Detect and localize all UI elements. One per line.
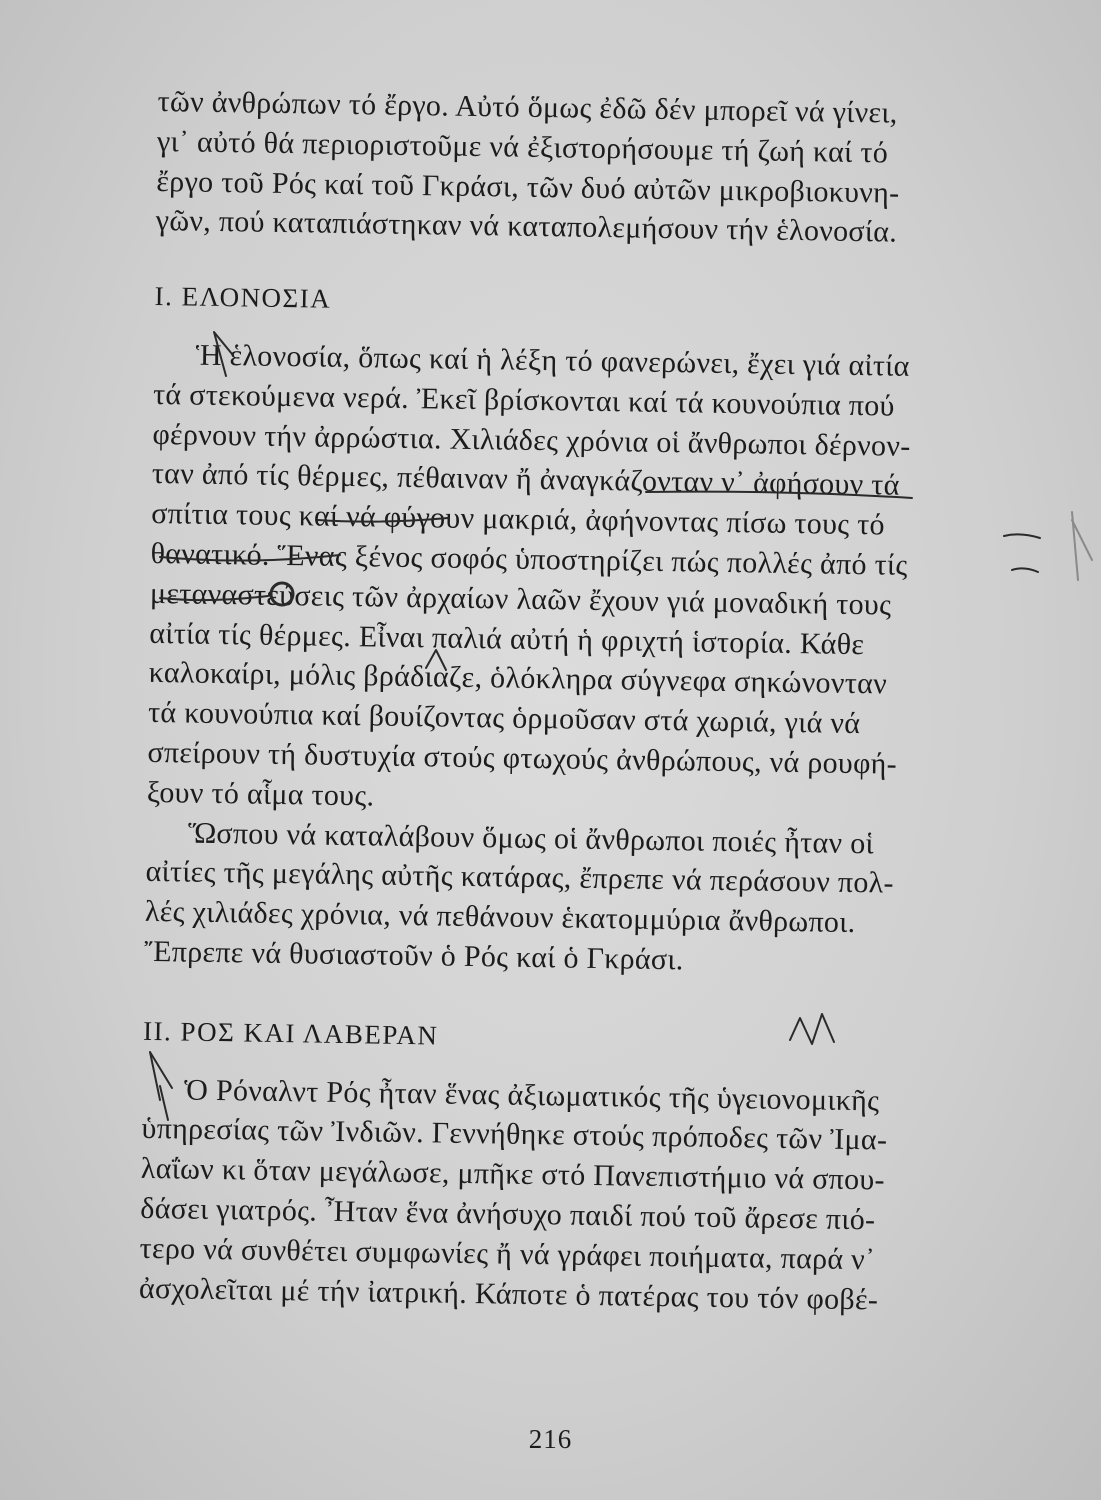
text-line: ξουν τό αἷμα τους. (146, 775, 375, 813)
margin-faint-mark (1072, 512, 1092, 580)
underline-ta-to (1004, 534, 1040, 572)
underline-spitia-tous (160, 555, 340, 561)
underline-oi-anthropoi (646, 492, 912, 498)
margin-scribble-mark (150, 1052, 172, 1120)
text-line: ἀσχολεῖται μέ τήν ἰατρική. Κάποτε ὁ πατέρας του τόν φοβέ- (138, 1271, 879, 1316)
text-line: γῶν, πού καταπιάστηκαν νά καταπολεμήσουν τήν ἑλονοσία. (155, 204, 898, 250)
text-line: τῶν ἀνθρώπων τό ἔργο. Αὐτό ὅμως ἐδῶ δέν μπορεῖ νά γίνει, (157, 84, 898, 130)
margin-m-mark (790, 1014, 834, 1044)
text-line: θανατικό. Ἕνας ξένος σοφός ὑποστηρίζει πώς πολλές ἀπό τίς (150, 536, 908, 582)
text-line: ἔργο τοῦ Ρός καί τοῦ Γκράσι, τῶν δυό αὐτῶν μικροβιοκυνη- (156, 164, 900, 210)
text-line: γι᾽ αὐτό θά περιοριστοῦμε νά ἐξιστορήσουμε τή ζωή καί τό (156, 124, 889, 170)
margin-check-mark (214, 332, 232, 376)
underline-tis-thermes (318, 518, 448, 522)
underline-thanatiko (160, 596, 268, 600)
caret-mark (426, 650, 446, 670)
text-line: ταν ἀπό τίς θέρμες, πέθαιναν ἤ ἀναγκάζονταν ν᾽ ἀφήσουν τά (151, 457, 900, 503)
text-line: Ὁ Ρόναλντ Ρός ἦταν ἕνας ἀξιωματικός τῆς ὑγειονομικῆς (183, 1073, 880, 1117)
text-line: μεταναστεύσεις τῶν ἀρχαίων λαῶν ἔχουν γιά μοναδική τους (149, 576, 892, 622)
text-line: τά στεκούμενα νερά. Ἐκεῖ βρίσκονται καί τά κουνούπια πού (152, 377, 895, 423)
text-line: λές χιλιάδες χρόνια, νά πεθάνουν ἑκατομμύρια ἄνθρωποι. (144, 895, 856, 940)
text-line: αἰτία τίς θέρμες. Εἶναι παλιά αὐτή ἡ φριχτή ἱστορία. Κάθε (149, 616, 865, 661)
text-line: δάσει γιατρός. Ἦταν ἕνα ἀνήσυχο παιδί πού τοῦ ἄρεσε πιό- (140, 1191, 876, 1237)
text-line: Ὥσπου νά καταλάβουν ὅμως οἱ ἄνθρωποι ποιές ἦταν οἱ (187, 816, 875, 860)
text-line: σπείρουν τή δυστυχία στούς φτωχούς ἀνθρώπους, νά ρουφή- (147, 735, 898, 781)
text-line: σπίτια τους καί νά φύγουν μακριά, ἀφήνοντας πίσω τους τό (150, 497, 886, 542)
text-line: λαΐων κι ὅταν μεγάλωσε, μπῆκε στό Πανεπιστήμιο νά σπου- (140, 1151, 886, 1197)
text-line: Ἔπρεπε νά θυσιαστοῦν ὁ Ρός καί ὁ Γκράσι. (144, 934, 684, 977)
circled-period-mark (271, 583, 293, 605)
section-heading-ros-laveran: II. ΡΟΣ ΚΑΙ ΛΑΒΕΡΑΝ (142, 1015, 439, 1051)
text-line: ὑπηρεσίας τῶν Ἰνδιῶν. Γεννήθηκε στούς πρόποδες τῶν Ἰμα- (141, 1112, 888, 1157)
text-line: αἰτίες τῆς μεγάλης αὐτῆς κατάρας, ἔπρεπε νά περάσουν πολ- (145, 855, 895, 900)
text-line: καλοκαίρι, μόλις βράδιαζε, ὁλόκληρα σύγνεφα σηκώνονταν (148, 656, 888, 701)
text-line: τά κουνούπια καί βουίζοντας ὁρμοῦσαν στά χωριά, γιά νά (147, 696, 861, 741)
section-heading-elonosia: I. ΕΛΟΝΟΣΙΑ (154, 281, 332, 314)
text-line: Ἡ ἑλονοσία, ὅπως καί ἡ λέξη τό φανερώνει, ἔχει γιά αἰτία (195, 338, 910, 383)
text-line: τερο νά συνθέτει συμφωνίες ἤ νά γράφει ποιήματα, παρά ν᾽ (139, 1231, 876, 1277)
page-number: 216 (528, 1424, 573, 1454)
text-line: φέρνουν τήν ἀρρώστια. Χιλιάδες χρόνια οἱ ἄνθρωποι δέρνον- (152, 417, 911, 463)
